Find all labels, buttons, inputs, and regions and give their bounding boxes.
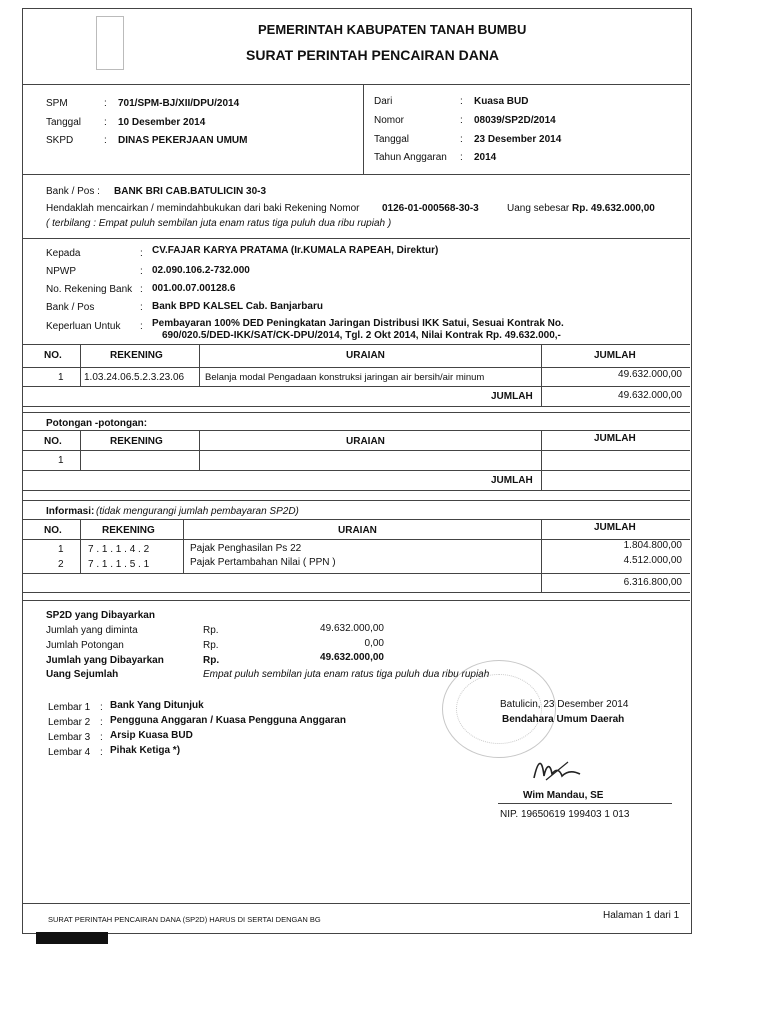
summary-diminta-cur: Rp. bbox=[203, 625, 219, 636]
table2-header-no: NO. bbox=[44, 436, 62, 447]
informasi-title: Informasi: bbox=[46, 506, 95, 517]
table3-row1-no: 1 bbox=[58, 544, 64, 555]
divider bbox=[22, 84, 690, 85]
potongan-title: Potongan -potongan: bbox=[46, 418, 148, 429]
table3-header-no: NO. bbox=[44, 525, 62, 536]
divider bbox=[22, 238, 690, 239]
table2-row-no: 1 bbox=[58, 455, 64, 466]
summary-potongan-value: 0,00 bbox=[364, 638, 384, 649]
summary-dibayarkan-value: 49.632.000,00 bbox=[320, 652, 384, 663]
summary-diminta-label: Jumlah yang diminta bbox=[46, 625, 138, 636]
bank-value: BANK BRI CAB.BATULICIN 30-3 bbox=[114, 186, 267, 197]
meta-tanggal-label: Tanggal bbox=[46, 117, 82, 128]
meta-tanggal2-value: 23 Desember 2014 bbox=[474, 134, 562, 145]
meta-tanggal-value: 10 Desember 2014 bbox=[118, 117, 206, 128]
table1-row-rekening: 1.03.24.06.5.2.3.23.06 bbox=[84, 372, 185, 383]
footer-page: Halaman 1 dari 1 bbox=[603, 910, 680, 921]
footer-note: SURAT PERINTAH PENCAIRAN DANA (SP2D) HARUS DI SERTAI DENGAN BG bbox=[48, 915, 321, 924]
terbilang-text: ( terbilang : Empat puluh sembilan juta enam ratus tiga puluh dua ribu rupiah ) bbox=[46, 218, 392, 229]
table2-header-uraian: URAIAN bbox=[346, 436, 385, 447]
meta-dari-label: Dari bbox=[374, 96, 393, 107]
table1-row-jumlah: 49.632.000,00 bbox=[618, 369, 682, 380]
lembar1-value: Bank Yang Ditunjuk bbox=[110, 700, 204, 711]
amount-prefix: Uang sebesar bbox=[507, 203, 570, 214]
recipient-kepada-value: CV.FAJAR KARYA PRATAMA (Ir.KUMALA RAPEAH, Direktur) bbox=[152, 245, 439, 256]
table1-header-no: NO. bbox=[44, 350, 62, 361]
recipient-kepada-label: Kepada bbox=[46, 248, 81, 259]
table3-row1-uraian: Pajak Penghasilan Ps 22 bbox=[190, 543, 302, 554]
account-number: 0126-01-000568-30-3 bbox=[382, 203, 479, 214]
table3-row2-rekening: 7 . 1 . 1 . 5 . 1 bbox=[88, 559, 150, 570]
table2-total-label: JUMLAH bbox=[491, 475, 533, 486]
table2-header-rekening: REKENING bbox=[110, 436, 163, 447]
table3-header-rekening: REKENING bbox=[102, 525, 155, 536]
lembar4-label: Lembar 4 bbox=[48, 747, 91, 758]
sejumlah-value: Empat puluh sembilan juta enam ratus tiga puluh dua ribu rupiah bbox=[203, 669, 490, 680]
table3-row1-jumlah: 1.804.800,00 bbox=[623, 540, 682, 551]
meta-skpd-label: SKPD bbox=[46, 135, 74, 146]
informasi-note: (tidak mengurangi jumlah pembayaran SP2D) bbox=[96, 506, 299, 517]
table3-row2-no: 2 bbox=[58, 559, 64, 570]
meta-divider bbox=[363, 84, 364, 174]
table1-row-no: 1 bbox=[58, 372, 64, 383]
meta-skpd-value: DINAS PEKERJAAN UMUM bbox=[118, 135, 248, 146]
instruction-text: Hendaklah mencairkan / memindahbukukan dari baki Rekening Nomor bbox=[46, 203, 360, 214]
recipient-rekening-label: No. Rekening Bank bbox=[46, 284, 133, 295]
recipient-keperluan-value2: 690/020.5/DED-IKK/SAT/CK-DPU/2014, Tgl. 2 Okt 2014, Nilai Kontrak Rp. 49.632.000,- bbox=[162, 330, 561, 341]
recipient-keperluan-label: Keperluan Untuk bbox=[46, 321, 121, 332]
table1-header-rekening: REKENING bbox=[110, 350, 163, 361]
meta-tahun-label: Tahun Anggaran bbox=[374, 152, 447, 163]
recipient-bank-value: Bank BPD KALSEL Cab. Banjarbaru bbox=[152, 301, 323, 312]
lembar1-label: Lembar 1 bbox=[48, 702, 91, 713]
table1-header-jumlah: JUMLAH bbox=[594, 350, 636, 361]
signature-name: Wim Mandau, SE bbox=[523, 790, 604, 801]
summary-potongan-label: Jumlah Potongan bbox=[46, 640, 124, 651]
table1-header-uraian: URAIAN bbox=[346, 350, 385, 361]
header-government: PEMERINTAH KABUPATEN TANAH BUMBU bbox=[258, 22, 527, 37]
meta-nomor-value: 08039/SP2D/2014 bbox=[474, 115, 556, 126]
table3-row2-jumlah: 4.512.000,00 bbox=[623, 555, 682, 566]
table1-total-label: JUMLAH bbox=[491, 391, 533, 402]
recipient-keperluan-value: Pembayaran 100% DED Peningkatan Jaringan Distribusi IKK Satui, Sesuai Kontrak No. bbox=[152, 318, 564, 329]
lembar2-value: Pengguna Anggaran / Kuasa Pengguna Anggaran bbox=[110, 715, 346, 726]
table3-header-uraian: URAIAN bbox=[338, 525, 377, 536]
scan-corner-mark bbox=[36, 932, 108, 944]
side-stamp-mark bbox=[96, 16, 124, 70]
signature-nip: NIP. 19650619 199403 1 013 bbox=[500, 809, 630, 820]
divider bbox=[22, 174, 690, 175]
lembar4-value: Pihak Ketiga *) bbox=[110, 745, 181, 756]
meta-spm-value: 701/SPM-BJ/XII/DPU/2014 bbox=[118, 98, 240, 109]
header-title: SURAT PERINTAH PENCAIRAN DANA bbox=[246, 47, 500, 63]
lembar3-label: Lembar 3 bbox=[48, 732, 91, 743]
summary-dibayarkan-label: Jumlah yang Dibayarkan bbox=[46, 655, 164, 666]
summary-diminta-value: 49.632.000,00 bbox=[320, 623, 384, 634]
summary-dibayarkan-cur: Rp. bbox=[203, 655, 220, 666]
lembar2-label: Lembar 2 bbox=[48, 717, 91, 728]
signature-role: Bendahara Umum Daerah bbox=[502, 714, 625, 725]
bank-label: Bank / Pos : bbox=[46, 186, 100, 197]
meta-dari-value: Kuasa BUD bbox=[474, 96, 529, 107]
table3-total-value: 6.316.800,00 bbox=[623, 577, 682, 588]
recipient-npwp-label: NPWP bbox=[46, 266, 76, 277]
meta-tanggal2-label: Tanggal bbox=[374, 134, 410, 145]
meta-tahun-value: 2014 bbox=[474, 152, 497, 163]
meta-spm-label: SPM bbox=[46, 98, 68, 109]
table2-header-jumlah: JUMLAH bbox=[594, 433, 636, 444]
summary-potongan-cur: Rp. bbox=[203, 640, 219, 651]
table3-row1-rekening: 7 . 1 . 1 . 4 . 2 bbox=[88, 544, 150, 555]
summary-title: SP2D yang Dibayarkan bbox=[46, 610, 155, 621]
handwritten-signature bbox=[528, 750, 588, 790]
recipient-npwp-value: 02.090.106.2-732.000 bbox=[152, 265, 250, 276]
meta-nomor-label: Nomor bbox=[374, 115, 405, 126]
table1-row-uraian: Belanja modal Pengadaan konstruksi jaringan air bersih/air minum bbox=[205, 372, 485, 383]
amount-value: Rp. 49.632.000,00 bbox=[572, 203, 655, 214]
recipient-rekening-value: 001.00.07.00128.6 bbox=[152, 283, 236, 294]
table3-row2-uraian: Pajak Pertambahan Nilai ( PPN ) bbox=[190, 557, 336, 568]
table3-header-jumlah: JUMLAH bbox=[594, 522, 636, 533]
sejumlah-label: Uang Sejumlah bbox=[46, 669, 119, 680]
lembar3-value: Arsip Kuasa BUD bbox=[110, 730, 193, 741]
signature-place-date: Batulicin, 23 Desember 2014 bbox=[500, 699, 629, 710]
table1-total-value: 49.632.000,00 bbox=[618, 390, 682, 401]
recipient-bank-label: Bank / Pos bbox=[46, 302, 95, 313]
